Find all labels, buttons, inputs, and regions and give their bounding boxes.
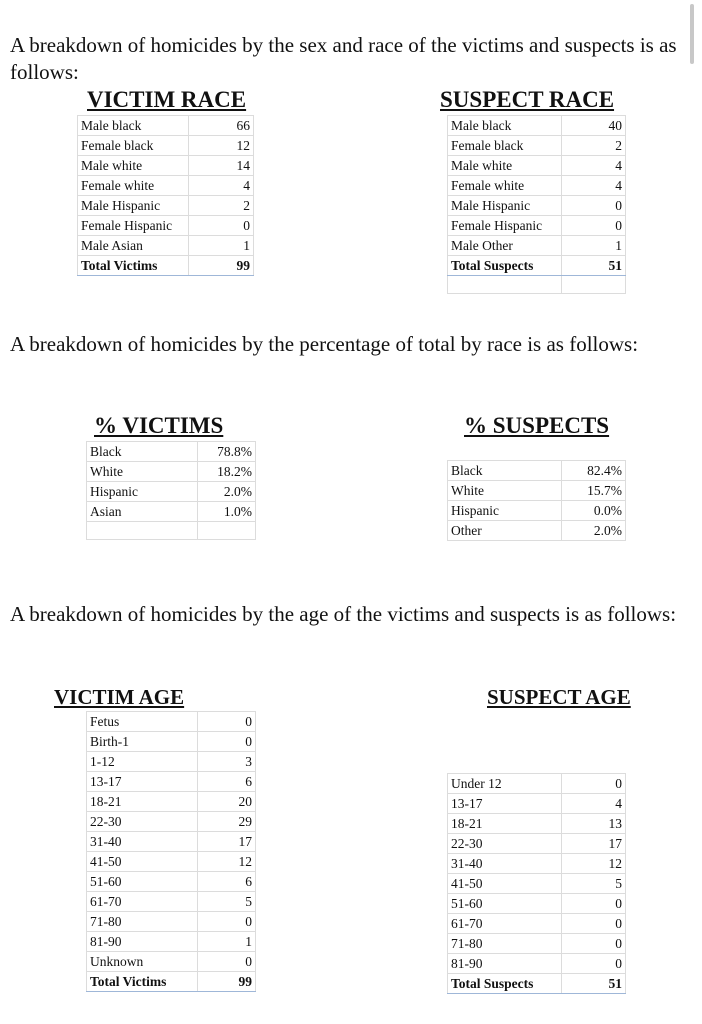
table-row [448,521,626,541]
row-label: Female Hispanic [448,216,562,236]
row-value: 6 [198,772,256,792]
row-label: Male Hispanic [448,196,562,216]
table-row [78,196,254,216]
table-row [87,852,256,872]
intro-race-paragraph: A breakdown of homicides by the sex and race of the victims and suspects is as follows: [10,33,677,84]
row-value: 0 [562,934,626,954]
table-row [87,442,256,462]
row-value: 0 [562,914,626,934]
table-row [448,914,626,934]
row-value: 1 [562,236,626,256]
row-value: 0 [562,954,626,974]
row-label: White [448,481,562,501]
table-row [87,712,256,732]
pct-suspects-table [447,460,626,541]
table-row [87,932,256,952]
row-value: 12 [562,854,626,874]
victim-race-table [77,115,254,276]
table-row [87,502,256,522]
table-row [448,216,626,236]
row-label: 81-90 [448,954,562,974]
table-row [87,952,256,972]
table-row [448,954,626,974]
row-value: 29 [198,812,256,832]
total-row [87,972,256,992]
intro-age-paragraph: A breakdown of homicides by the age of the victims and suspects is as follows: [10,602,677,626]
table-row [448,794,626,814]
row-value: 12 [189,136,254,156]
table-row [78,136,254,156]
row-value: 5 [562,874,626,894]
table-row [448,236,626,256]
suspect-age-title: SUSPECT AGE [487,685,631,709]
row-label: Under 12 [448,774,562,794]
table-row [87,732,256,752]
row-label: Birth-1 [87,732,198,752]
row-label: Male Hispanic [78,196,189,216]
row-label: Female black [78,136,189,156]
total-label: Total Victims [78,256,189,276]
row-value: 5 [198,892,256,912]
row-label: 18-21 [87,792,198,812]
table-row [78,116,254,136]
row-value: 0 [562,196,626,216]
row-value: 0 [198,952,256,972]
row-value: 17 [198,832,256,852]
total-value: 99 [198,972,256,992]
total-label: Total Suspects [448,256,562,276]
table-row [87,482,256,502]
suspect-race-title: SUSPECT RACE [440,87,615,112]
table-row [448,874,626,894]
row-value: 4 [189,176,254,196]
row-label: 22-30 [87,812,198,832]
table-row [448,481,626,501]
table-row [87,462,256,482]
row-label: White [87,462,198,482]
row-label: 51-60 [448,894,562,914]
table-row [448,834,626,854]
empty-row [87,522,256,540]
table-row [448,894,626,914]
table-row [87,892,256,912]
row-value: 1 [189,236,254,256]
row-label: Unknown [87,952,198,972]
row-label: Male black [448,116,562,136]
row-label: Hispanic [448,501,562,521]
table-row [448,176,626,196]
row-value: 1 [198,932,256,952]
table-row [448,854,626,874]
row-label: 18-21 [448,814,562,834]
total-label: Total Suspects [448,974,562,994]
row-value: 0 [562,894,626,914]
row-label: Male white [78,156,189,176]
table-row [87,832,256,852]
row-value: 18.2% [198,462,256,482]
row-label: Male white [448,156,562,176]
row-value: 0 [562,216,626,236]
row-value: 66 [189,116,254,136]
row-value: 3 [198,752,256,772]
row-label: Male Other [448,236,562,256]
table-row [87,872,256,892]
row-label: 31-40 [448,854,562,874]
row-value: 13 [562,814,626,834]
row-value: 0 [198,712,256,732]
row-label: Female white [448,176,562,196]
row-value: 82.4% [562,461,626,481]
row-value: 2 [562,136,626,156]
victim-age-table [86,711,256,992]
table-row [87,772,256,792]
row-label: 71-80 [87,912,198,932]
table-row [448,196,626,216]
row-value: 0 [562,774,626,794]
table-row [448,774,626,794]
victim-age-title: VICTIM AGE [54,685,185,709]
table-row [78,216,254,236]
row-label: 71-80 [448,934,562,954]
table-row [448,934,626,954]
row-label: Fetus [87,712,198,732]
row-label: 61-70 [87,892,198,912]
total-value: 99 [189,256,254,276]
total-row [448,256,626,276]
row-label: Female white [78,176,189,196]
suspect-age-table [447,773,626,994]
row-value: 12 [198,852,256,872]
intro-pct-paragraph: A breakdown of homicides by the percentage of total by race is as follows: [10,332,639,356]
row-label: 13-17 [87,772,198,792]
row-value: 78.8% [198,442,256,462]
table-row [78,156,254,176]
table-row [87,812,256,832]
row-value: 15.7% [562,481,626,501]
row-value: 0.0% [562,501,626,521]
suspect-race-table [447,115,626,294]
pct-victims-table [86,441,256,540]
row-value: 2.0% [198,482,256,502]
row-value: 4 [562,156,626,176]
table-row [448,136,626,156]
row-value: 0 [189,216,254,236]
row-label: 41-50 [448,874,562,894]
row-value: 14 [189,156,254,176]
table-row [448,116,626,136]
row-label: Other [448,521,562,541]
row-label: Female black [448,136,562,156]
row-value: 6 [198,872,256,892]
row-value: 4 [562,176,626,196]
row-label: Female Hispanic [78,216,189,236]
total-row [78,256,254,276]
row-value: 2.0% [562,521,626,541]
row-label: 41-50 [87,852,198,872]
pct-victims-title: % VICTIMS [94,413,224,438]
table-row [78,176,254,196]
table-row [78,236,254,256]
row-label: 1-12 [87,752,198,772]
row-value: 20 [198,792,256,812]
row-label: Hispanic [87,482,198,502]
empty-row [448,276,626,294]
row-label: 22-30 [448,834,562,854]
total-value: 51 [562,974,626,994]
row-value: 0 [198,732,256,752]
row-label: Asian [87,502,198,522]
row-label: Male black [78,116,189,136]
pct-suspects-title: % SUSPECTS [464,413,610,438]
row-label: Male Asian [78,236,189,256]
row-label: Black [448,461,562,481]
row-value: 1.0% [198,502,256,522]
row-label: 51-60 [87,872,198,892]
total-value: 51 [562,256,626,276]
total-row [448,974,626,994]
row-value: 40 [562,116,626,136]
row-value: 17 [562,834,626,854]
table-row [448,461,626,481]
total-label: Total Victims [87,972,198,992]
row-value: 4 [562,794,626,814]
row-label: 13-17 [448,794,562,814]
table-row [448,156,626,176]
table-row [448,814,626,834]
row-value: 0 [198,912,256,932]
table-row [87,792,256,812]
victim-race-title: VICTIM RACE [87,87,247,112]
row-label: 81-90 [87,932,198,952]
row-label: Black [87,442,198,462]
row-label: 31-40 [87,832,198,852]
row-value: 2 [189,196,254,216]
table-row [448,501,626,521]
table-row [87,912,256,932]
row-label: 61-70 [448,914,562,934]
table-row [87,752,256,772]
